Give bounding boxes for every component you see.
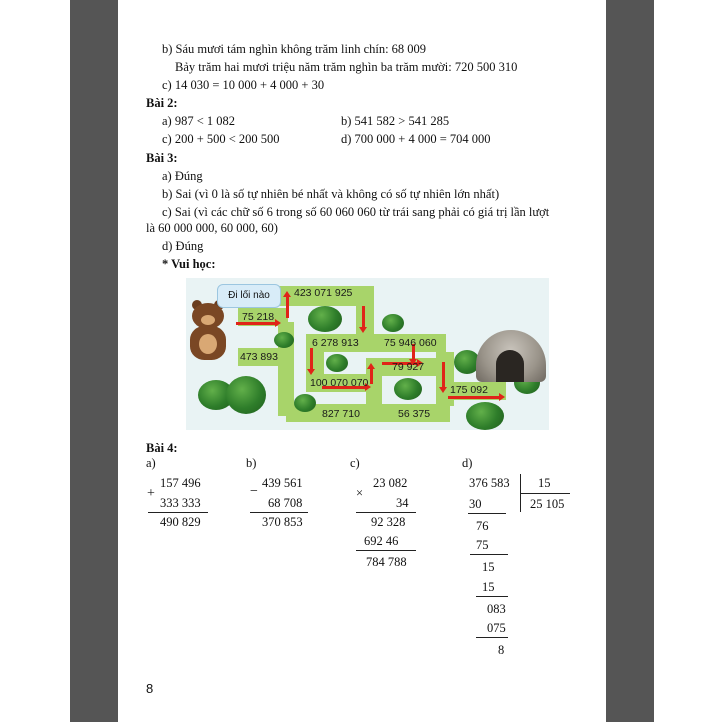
- bai2-d: d) 700 000 + 4 000 = 704 000: [341, 132, 491, 146]
- bai3-c-line2: là 60 000 000, 60 000, 60): [146, 221, 278, 235]
- bush-illustration: [394, 378, 422, 400]
- bai4-c-rule-2: [356, 550, 416, 551]
- page-number: 8: [146, 681, 154, 696]
- maze-number: 6 278 913: [312, 337, 359, 349]
- bai4-d-remainder: 8: [498, 643, 505, 657]
- bai4-d-step: 76: [476, 519, 489, 533]
- arrow-down-icon: [362, 306, 365, 328]
- bai4-b-rule: [250, 512, 308, 513]
- maze-number: 56 375: [398, 408, 431, 420]
- arrow-down-icon: [310, 348, 313, 370]
- bai4-c-partial-1: 92 328: [371, 515, 406, 529]
- arrow-up-icon: [370, 368, 373, 384]
- bush-illustration: [294, 394, 316, 412]
- bai4-d-step: 083: [487, 602, 506, 616]
- arrow-right-icon: [448, 396, 500, 399]
- maze-number: 827 710: [322, 408, 360, 420]
- bai4-c-result: 784 788: [366, 555, 407, 569]
- heading-bai-2: Bài 2:: [146, 96, 178, 110]
- bai4-a-label: a): [146, 456, 156, 470]
- bai4-b-label: b): [246, 456, 257, 470]
- bai4-d-rule: [468, 513, 506, 514]
- bai4-d-dividend: 376 583: [469, 476, 510, 490]
- left-margin-band: [70, 0, 118, 722]
- maze-puzzle-illustration: [186, 278, 549, 430]
- bai4-d-step: 75: [476, 538, 489, 552]
- maze-number: 75 946 060: [384, 337, 437, 349]
- bai4-b-result: 370 853: [262, 515, 303, 529]
- bai4-d-rule: [470, 554, 508, 555]
- bear-illustration: [188, 300, 232, 360]
- bai3-d: d) Đúng: [162, 239, 204, 253]
- bai4-d-divisor: 15: [538, 476, 551, 490]
- bai4-d-quotient: 25 105: [530, 497, 565, 511]
- maze-number: 175 092: [450, 384, 488, 396]
- maze-number: 473 893: [240, 351, 278, 363]
- cave-illustration: [476, 330, 546, 382]
- bai3-b: b) Sai (vì 0 là số tự nhiên bé nhất và không có số tự nhiên lớn nhất): [162, 187, 500, 201]
- arrow-down-icon: [442, 362, 445, 388]
- heading-bai-3: Bài 3:: [146, 151, 178, 165]
- arrow-up-icon: [286, 296, 289, 318]
- bush-illustration: [466, 402, 504, 430]
- bai4-d-step: 15: [482, 580, 495, 594]
- cave-entrance: [496, 350, 524, 382]
- bai2-c: c) 200 + 500 < 200 500: [162, 132, 280, 146]
- maze-number: 75 218: [242, 311, 275, 323]
- maze-number: 100 070 070: [310, 377, 369, 389]
- heading-bai-4: Bài 4:: [146, 441, 178, 455]
- bai3-a: a) Đúng: [162, 169, 203, 183]
- answer-line-c: c) 14 030 = 10 000 + 4 000 + 30: [162, 78, 325, 92]
- bai4-b-top: 439 561: [262, 476, 303, 490]
- bush-illustration: [226, 376, 266, 414]
- bai4-b-bottom: 68 708: [268, 496, 303, 510]
- bush-illustration: [308, 306, 342, 332]
- right-margin-band: [606, 0, 654, 722]
- bai4-a-top: 157 496: [160, 476, 201, 490]
- bai4-d-label: d): [462, 456, 473, 470]
- bai4-d-step: 075: [487, 621, 506, 635]
- bai3-c-line1: c) Sai (vì các chữ số 6 trong số 60 060 060 từ trái sang phải có giá trị lần lượt: [162, 205, 550, 219]
- bai4-c-operator: ×: [356, 486, 364, 500]
- bai4-a-result: 490 829: [160, 515, 201, 529]
- bai4-d-step: 15: [482, 560, 495, 574]
- maze-number: 79 927: [392, 361, 425, 373]
- answer-line-b: b) Sáu mươi tám nghìn không trăm linh chín: 68 009: [162, 42, 427, 56]
- maze-number: 423 071 925: [294, 287, 353, 299]
- bai4-a-bottom: 333 333: [160, 496, 201, 510]
- bush-illustration: [274, 332, 294, 348]
- bai2-a: a) 987 < 1 082: [162, 114, 236, 128]
- bai4-b-operator: −: [250, 484, 258, 499]
- bai4-c-label: c): [350, 456, 360, 470]
- bai4-c-bottom: 34: [396, 496, 409, 510]
- speech-bubble: Đi lối nào: [217, 284, 281, 308]
- bai2-b: b) 541 582 > 541 285: [341, 114, 450, 128]
- bai4-d-step: 30: [469, 497, 482, 511]
- bai4-a-operator: +: [147, 486, 155, 501]
- bush-illustration: [326, 354, 348, 372]
- bai4-d-rule: [476, 637, 508, 638]
- bai4-a-rule: [148, 512, 208, 513]
- bai4-c-partial-2: 692 46: [364, 534, 399, 548]
- heading-vui-hoc: * Vui học:: [162, 257, 216, 271]
- bai4-c-top: 23 082: [373, 476, 408, 490]
- bai4-c-rule: [356, 512, 416, 513]
- answer-line-b2: Bảy trăm hai mươi triệu năm trăm nghìn ba trăm mười: 720 500 310: [175, 60, 518, 74]
- bush-illustration: [382, 314, 404, 332]
- bai4-d-rule: [476, 596, 508, 597]
- bai4-d-divider-horizontal: [520, 493, 570, 494]
